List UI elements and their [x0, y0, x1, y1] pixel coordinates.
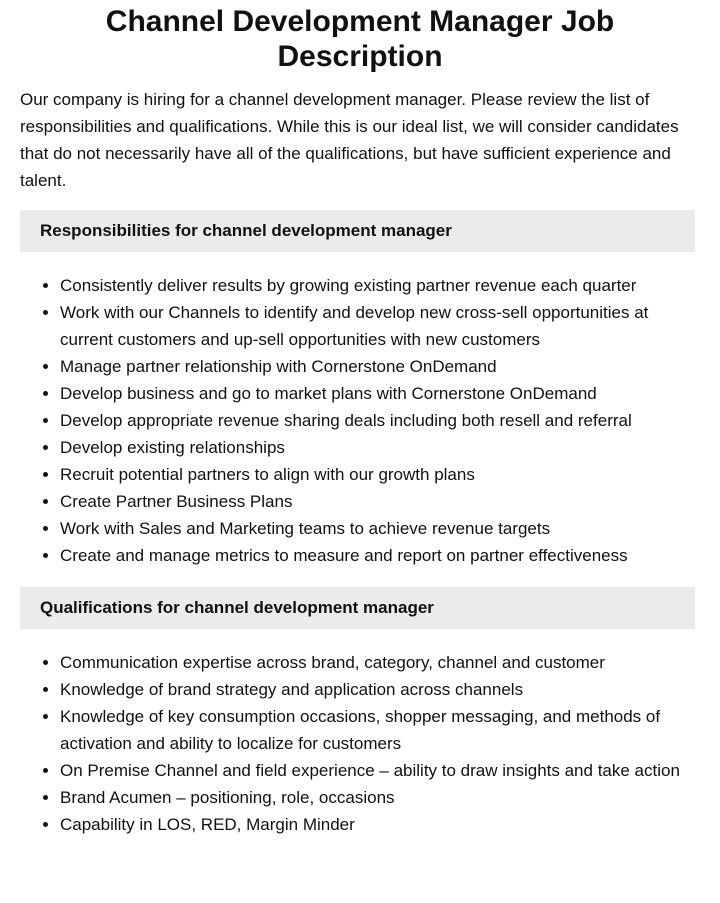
- list-item: • Develop appropriate revenue sharing deals including both resell and referral: [60, 407, 700, 434]
- list-item: • Develop business and go to market plans with Cornerstone OnDemand: [60, 380, 700, 407]
- page-title: Channel Development Manager Job Description: [105, 5, 615, 73]
- intro-paragraph: Our company is hiring for a channel development manager. Please review the list of responsibilities and qualifications. While this is our ideal list, we will consider candidates that do not necessarily have all of the qualifications, but have sufficient experience and talent.: [20, 90, 679, 190]
- list-item: • Recruit potential partners to align with our growth plans: [60, 461, 700, 488]
- list-item: • Create and manage metrics to measure and report on partner effectiveness: [60, 542, 700, 569]
- qualifications-list: [0, 649, 700, 838]
- list-item: • Capability in LOS, RED, Margin Minder: [60, 811, 700, 838]
- list-item: • Knowledge of brand strategy and application across channels: [60, 676, 700, 703]
- responsibilities-heading: Responsibilities for channel development manager: [20, 210, 695, 252]
- list-item: • Work with our Channels to identify and develop new cross-sell opportunities at current customers and up-sell opportunities with new customers: [60, 299, 700, 353]
- list-item: • Manage partner relationship with Cornerstone OnDemand: [60, 353, 700, 380]
- list-item: • Create Partner Business Plans: [60, 488, 700, 515]
- list-item: • Knowledge of key consumption occasions, shopper messaging, and methods of activation and ability to localize for customers: [60, 703, 700, 757]
- list-item: • Work with Sales and Marketing teams to achieve revenue targets: [60, 515, 700, 542]
- list-item: • Consistently deliver results by growing existing partner revenue each quarter: [60, 272, 700, 299]
- responsibilities-list: [0, 272, 700, 569]
- list-item: • Develop existing relationships: [60, 434, 700, 461]
- list-item: • Brand Acumen – positioning, role, occasions: [60, 784, 700, 811]
- list-item: • Communication expertise across brand, category, channel and customer: [60, 649, 700, 676]
- list-item: • On Premise Channel and field experience – ability to draw insights and take action: [60, 757, 700, 784]
- qualifications-heading: Qualifications for channel development manager: [20, 587, 695, 629]
